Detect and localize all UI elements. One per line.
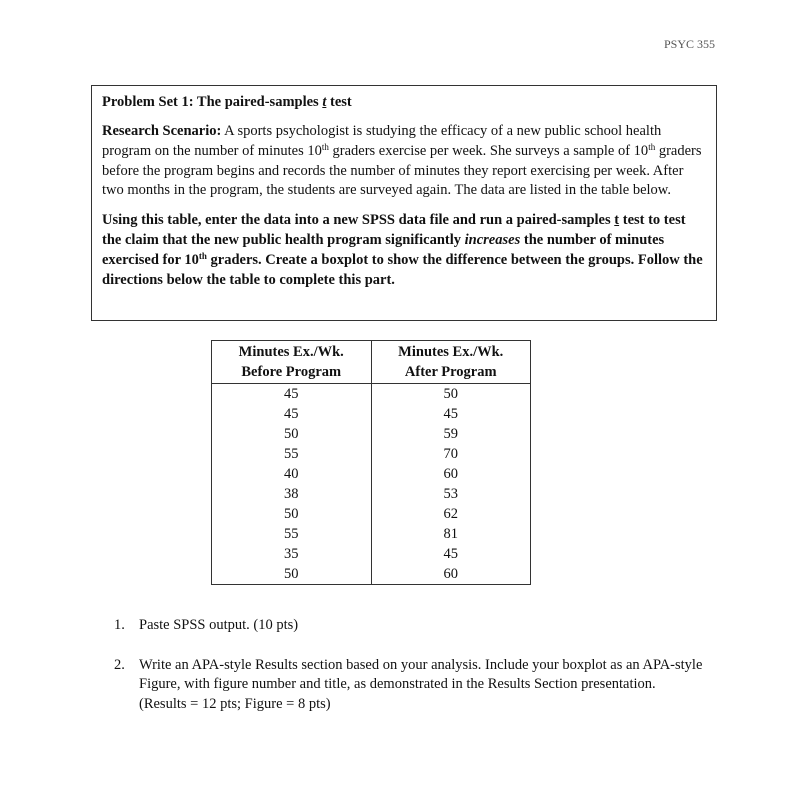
table-row [212, 484, 531, 504]
research-scenario: Research Scenario: A sports psychologist is studying the efficacy of a new public school health program on the number of minutes 10th graders exercise per week. She surveys a sample of 10th graders before the program begins and records the number of minutes they report exercising per week. After two months in the program, the students are surveyed again. The data are listed in the table below. [102, 123, 702, 199]
table-header-row [212, 341, 531, 384]
table-row [212, 444, 531, 464]
table-cell: 38 [212, 484, 372, 504]
table-cell: 55 [212, 444, 372, 464]
item-number: 2. [114, 656, 125, 673]
table-cell: 70 [371, 444, 531, 464]
table-cell: 40 [212, 464, 372, 484]
table-row [212, 384, 531, 405]
problem-title: Problem Set 1: The paired-samples t test [102, 94, 352, 110]
table-row [212, 524, 531, 544]
item-text: Write an APA-style Results section based on your analysis. Include your boxplot as an APA-style Figure, with figure number and title, as demonstrated in the Results Section presentation. (Results = 12 pts; Figure = 8 pts) [139, 656, 703, 712]
table-cell: 60 [371, 564, 531, 585]
table-row [212, 564, 531, 585]
scenario-label: Research Scenario: [102, 123, 222, 139]
table-cell: 50 [212, 504, 372, 524]
item-text: Paste SPSS output. (10 pts) [139, 617, 299, 633]
column-header-before: Minutes Ex./Wk. Before Program [212, 341, 372, 384]
table-cell: 45 [212, 404, 372, 424]
table-row [212, 464, 531, 484]
course-code: PSYC 355 [663, 37, 715, 51]
table-cell: 59 [371, 424, 531, 444]
table-row [212, 544, 531, 564]
problem-box [91, 85, 717, 321]
column-header-after: Minutes Ex./Wk. After Program [371, 341, 531, 384]
table-cell: 60 [371, 464, 531, 484]
table-row [212, 404, 531, 424]
table-cell: 45 [212, 384, 372, 405]
table-cell: 50 [371, 384, 531, 405]
table-row [212, 504, 531, 524]
table-cell: 55 [212, 524, 372, 544]
data-table [211, 340, 531, 585]
list-item [114, 656, 704, 715]
table-cell: 53 [371, 484, 531, 504]
list-item [114, 616, 704, 636]
table-cell: 50 [212, 424, 372, 444]
table-cell: 62 [371, 504, 531, 524]
table-cell: 45 [371, 404, 531, 424]
instructions: Using this table, enter the data into a new SPSS data file and run a paired-samples t test to test the claim that the new public health program significantly increases the number of minutes exercised for 10th graders. Create a boxplot to show the difference between the groups. Follow the directions below the table to complete this part. [102, 212, 703, 288]
table-cell: 50 [212, 564, 372, 585]
item-number: 1. [114, 617, 125, 633]
table-row [212, 424, 531, 444]
question-list [114, 616, 704, 734]
table-cell: 81 [371, 524, 531, 544]
table-cell: 35 [212, 544, 372, 564]
table-cell: 45 [371, 544, 531, 564]
